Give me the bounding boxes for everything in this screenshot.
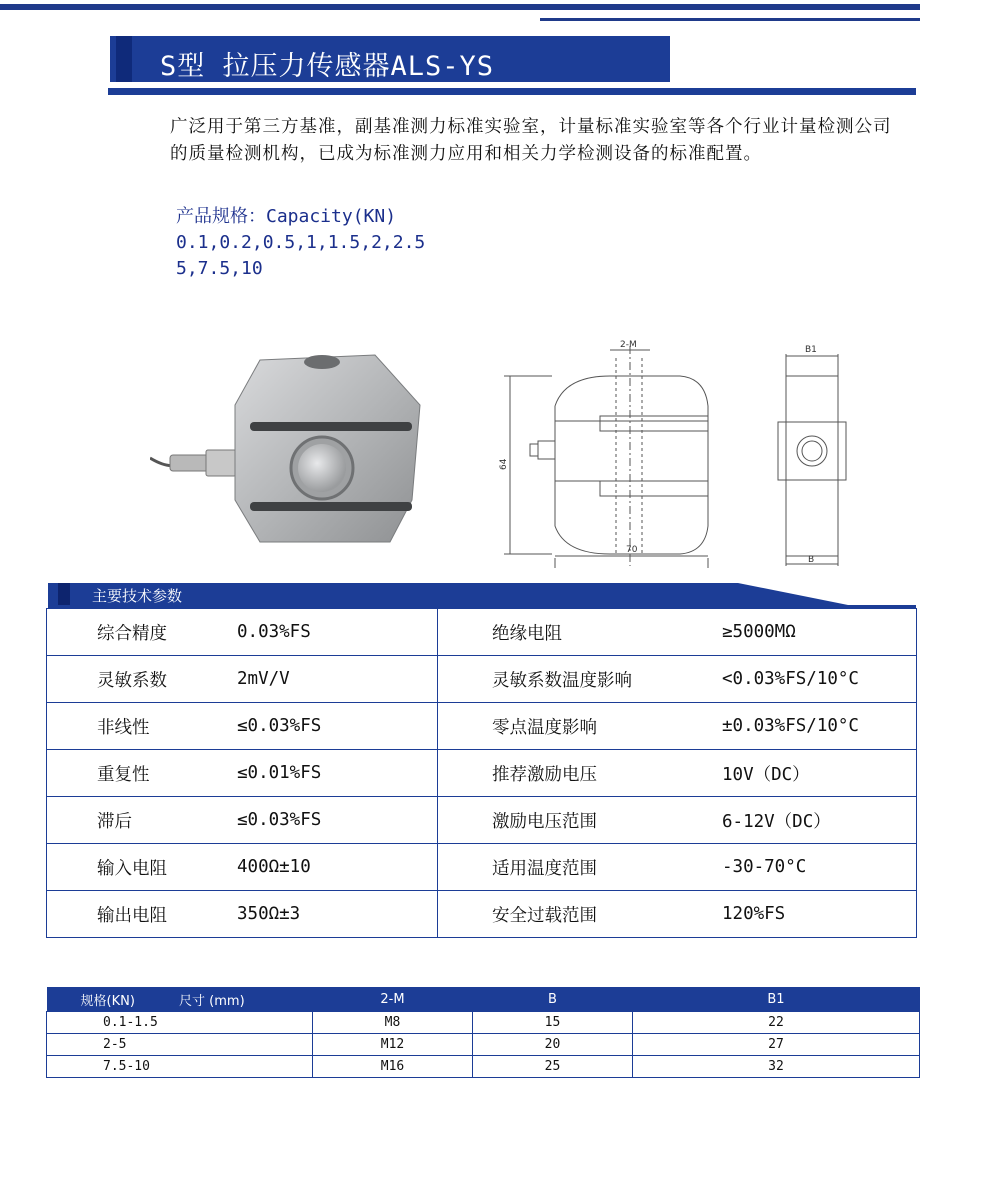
top-rule xyxy=(0,4,920,10)
dims-cell-m: M8 xyxy=(313,1012,473,1034)
capacity-values-line1: 0.1,0.2,0.5,1,1.5,2,2.5 xyxy=(176,232,426,253)
param-name: 灵敏系数 xyxy=(47,656,238,703)
param-name: 激励电压范围 xyxy=(438,797,723,844)
dims-header-spec xyxy=(47,987,313,1012)
param-name: 推荐激励电压 xyxy=(438,750,723,797)
dims-cell-b: 25 xyxy=(473,1056,633,1078)
title-accent-bar xyxy=(116,36,132,82)
param-name: 非线性 xyxy=(47,703,238,750)
dims-header-m: 2-M xyxy=(313,987,473,1012)
dimensions-table xyxy=(46,987,920,1078)
table-row xyxy=(47,656,917,703)
param-value: -30-70°C xyxy=(722,844,917,891)
intro-paragraph: 广泛用于第三方基准，副基准测力标准实验室，计量标准实验室等各个行业计量检测公司的质量检测机构，已成为标准测力应用和相关力学检测设备的标准配置。 xyxy=(170,117,892,164)
capacity-spec xyxy=(176,204,425,282)
table-row xyxy=(47,891,917,938)
param-name: 绝缘电阻 xyxy=(438,609,723,656)
param-name: 零点温度影响 xyxy=(438,703,723,750)
dims-cell-b: 15 xyxy=(473,1012,633,1034)
param-value: 120%FS xyxy=(722,891,917,938)
dims-cell-spec: 0.1-1.5 xyxy=(47,1012,313,1034)
dims-cell-b1: 27 xyxy=(633,1034,920,1056)
param-value: ≤0.01%FS xyxy=(237,750,438,797)
table-row xyxy=(47,1056,920,1078)
table-row xyxy=(47,609,917,656)
param-value: ≤0.03%FS xyxy=(237,703,438,750)
technical-drawing xyxy=(490,336,870,568)
title-underline xyxy=(108,88,916,95)
param-value: 10V（DC） xyxy=(722,750,917,797)
capacity-label: 产品规格：Capacity(KN) xyxy=(176,206,397,227)
product-photo xyxy=(150,350,440,550)
param-name: 输入电阻 xyxy=(47,844,238,891)
param-name: 安全过载范围 xyxy=(438,891,723,938)
param-value: ±0.03%FS/10°C xyxy=(722,703,917,750)
dims-cell-spec: 2-5 xyxy=(47,1034,313,1056)
dims-cell-b1: 32 xyxy=(633,1056,920,1078)
drawing-label-b: B xyxy=(808,555,815,565)
dims-cell-m: M16 xyxy=(313,1056,473,1078)
param-value: 2mV/V xyxy=(237,656,438,703)
section-header-accent xyxy=(58,583,70,605)
drawing-label-2m: 2-M xyxy=(620,340,637,350)
table-row xyxy=(47,844,917,891)
dims-cell-b1: 22 xyxy=(633,1012,920,1034)
param-value: 400Ω±10 xyxy=(237,844,438,891)
param-name: 适用温度范围 xyxy=(438,844,723,891)
dims-header-size-label: 尺寸 (mm) xyxy=(179,993,245,1009)
param-name: 综合精度 xyxy=(47,609,238,656)
param-value: 350Ω±3 xyxy=(237,891,438,938)
dims-cell-m: M12 xyxy=(313,1034,473,1056)
drawing-label-b1: B1 xyxy=(805,345,817,355)
dims-cell-spec: 7.5-10 xyxy=(47,1056,313,1078)
param-name: 输出电阻 xyxy=(47,891,238,938)
param-value: <0.03%FS/10°C xyxy=(722,656,917,703)
top-rule-secondary xyxy=(540,18,920,21)
table-header-row xyxy=(47,987,920,1012)
page-title: S型 拉压力传感器ALS-YS xyxy=(160,51,495,82)
param-value: ≥5000MΩ xyxy=(722,609,917,656)
table-row xyxy=(47,1034,920,1056)
dims-header-b1: B1 xyxy=(633,987,920,1012)
dims-header-b: B xyxy=(473,987,633,1012)
params-table xyxy=(46,608,917,938)
param-name: 重复性 xyxy=(47,750,238,797)
drawing-label-70: 70 xyxy=(626,545,638,555)
table-row xyxy=(47,703,917,750)
table-row xyxy=(47,750,917,797)
table-row xyxy=(47,797,917,844)
capacity-values-line2: 5,7.5,10 xyxy=(176,258,263,279)
section-title: 主要技术参数 xyxy=(92,587,183,605)
table-row xyxy=(47,1012,920,1034)
drawing-label-64: 64 xyxy=(499,458,509,470)
param-value: ≤0.03%FS xyxy=(237,797,438,844)
param-value: 6-12V（DC） xyxy=(722,797,917,844)
param-value: 0.03%FS xyxy=(237,609,438,656)
dims-cell-b: 20 xyxy=(473,1034,633,1056)
dims-header-spec-label: 规格(KN) xyxy=(80,993,135,1009)
param-name: 灵敏系数温度影响 xyxy=(438,656,723,703)
param-name: 滞后 xyxy=(47,797,238,844)
